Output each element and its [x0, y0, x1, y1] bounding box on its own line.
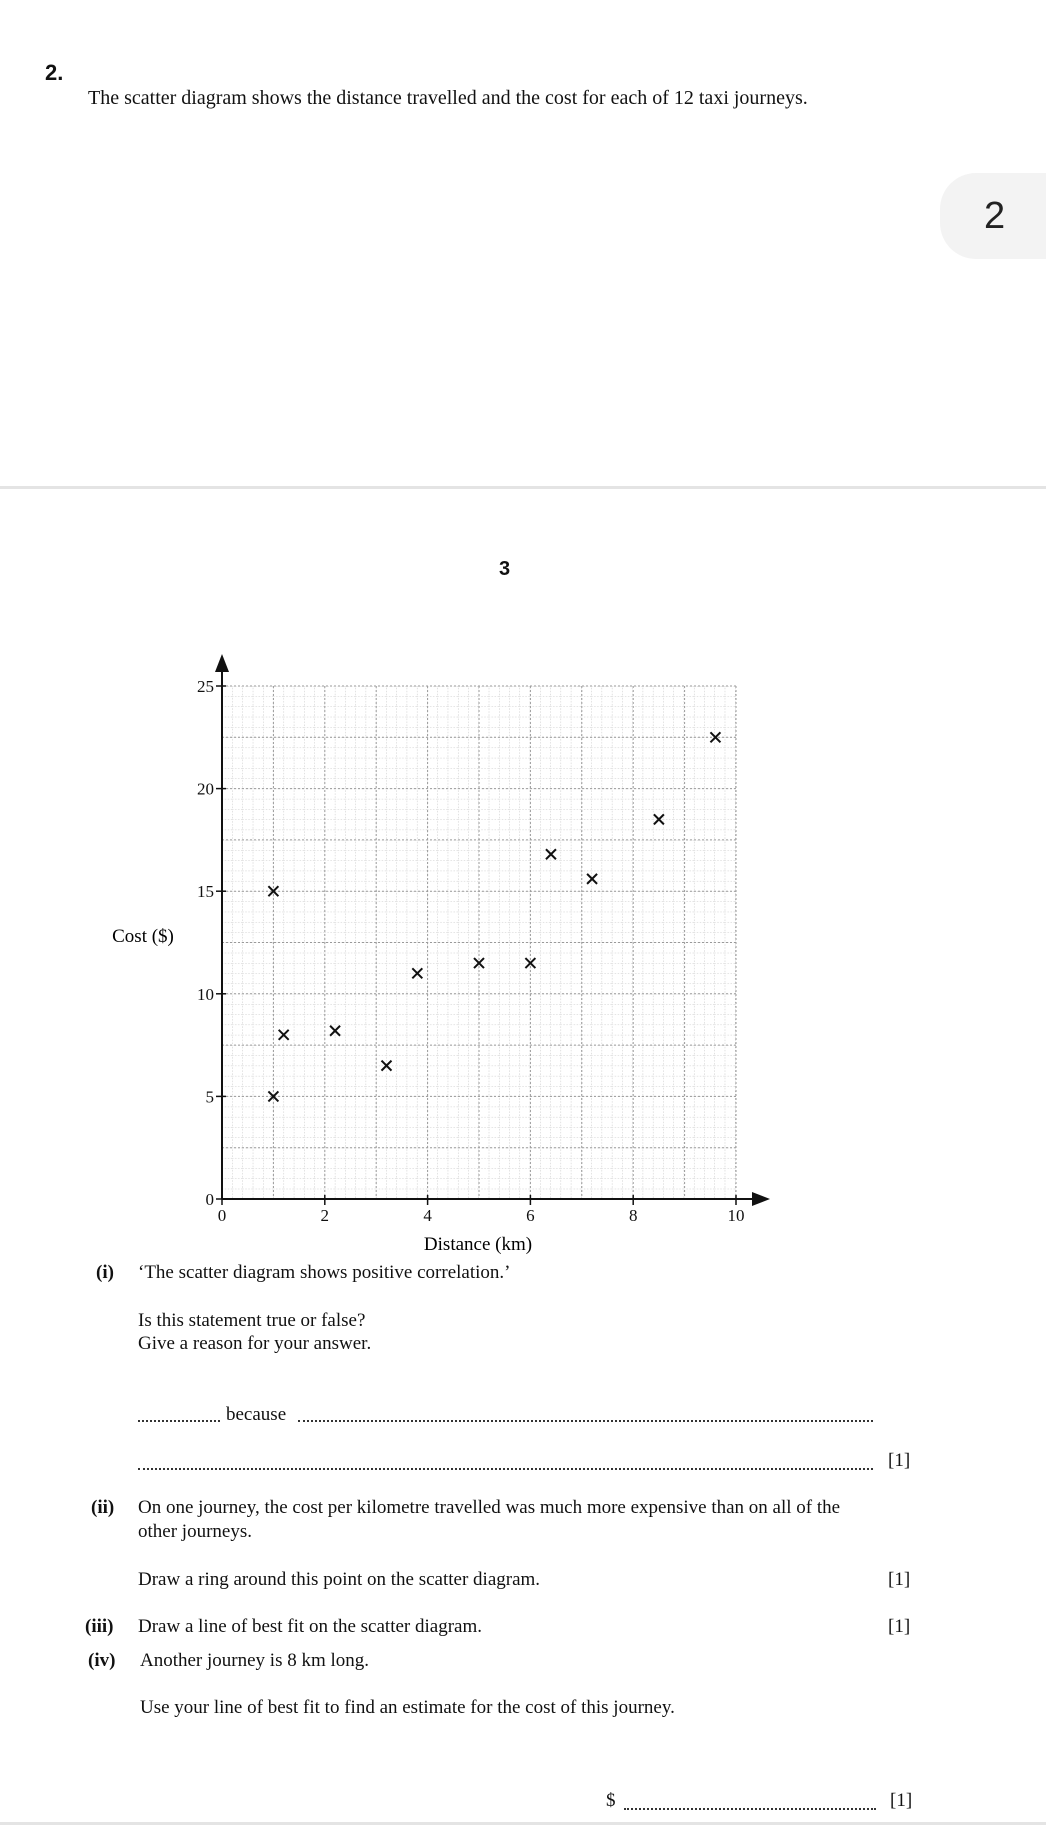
part-iv-text: Another journey is 8 km long.: [140, 1650, 370, 1671]
question-intro: The scatter diagram shows the distance travelled and the cost for each of 12 taxi journeys.: [88, 87, 808, 109]
y-tick-label: 10: [197, 984, 214, 1004]
answer-line-true-false[interactable]: [138, 1420, 220, 1422]
y-tick-label: 15: [197, 882, 214, 902]
part-iv-label: (iv): [88, 1650, 116, 1671]
y-tick-label: 25: [197, 677, 214, 696]
part-i-line2: Give a reason for your answer.: [138, 1333, 372, 1354]
part-ii-instruction: Draw a ring around this point on the scatter diagram.: [138, 1569, 541, 1590]
x-tick-label: 6: [526, 1206, 535, 1225]
y-tick-label: 20: [197, 779, 214, 799]
part-iv-marks: [1]: [890, 1790, 913, 1811]
x-tick-label: 0: [217, 1206, 227, 1225]
because-text: because: [226, 1404, 287, 1425]
x-tick-label: 10: [727, 1206, 745, 1225]
part-i-marks: [1]: [888, 1450, 911, 1471]
part-i-label: (i): [96, 1262, 114, 1283]
question-number: 2.: [45, 60, 64, 85]
part-ii-line1: On one journey, the cost per kilometre travelled was much more expensive than on all of the: [138, 1497, 841, 1518]
x-axis-arrow: [752, 1192, 770, 1206]
chart-grid: [222, 686, 736, 1199]
y-tick-label: 0: [205, 1190, 214, 1209]
part-iii-label: (iii): [85, 1616, 114, 1637]
x-axis-label: Distance (km): [423, 1234, 533, 1255]
answer-line-cost[interactable]: [624, 1808, 876, 1810]
part-i-line1: Is this statement true or false?: [138, 1310, 366, 1331]
part-ii-label: (ii): [91, 1497, 115, 1518]
part-ii-marks: [1]: [888, 1569, 911, 1590]
page-bottom-rule: [0, 1822, 1046, 1825]
page-separator: [0, 486, 1046, 489]
y-axis-arrow: [215, 654, 229, 672]
x-tick-label: 2: [320, 1206, 330, 1225]
answer-line-reason-2[interactable]: [138, 1468, 873, 1470]
part-iv-instruction: Use your line of best fit to find an estimate for the cost of this journey.: [140, 1697, 675, 1718]
y-axis-label: Cost ($): [112, 926, 174, 947]
y-tick-label: 5: [205, 1087, 214, 1107]
part-ii-line2: other journeys.: [138, 1521, 252, 1542]
part-i-quote: ‘The scatter diagram shows positive correlation.’: [138, 1262, 511, 1283]
answer-line-reason-1[interactable]: [298, 1420, 873, 1422]
scatter-chart: [0, 640, 1046, 1260]
part-iii-marks: [1]: [888, 1616, 911, 1637]
currency-symbol: $: [606, 1790, 616, 1811]
x-tick-label: 4: [423, 1206, 432, 1225]
part-iii-text: Draw a line of best fit on the scatter diagram.: [138, 1616, 482, 1637]
page-number: 3: [499, 558, 511, 580]
x-tick-label: 8: [628, 1206, 638, 1225]
page-badge: 2: [940, 173, 1046, 259]
